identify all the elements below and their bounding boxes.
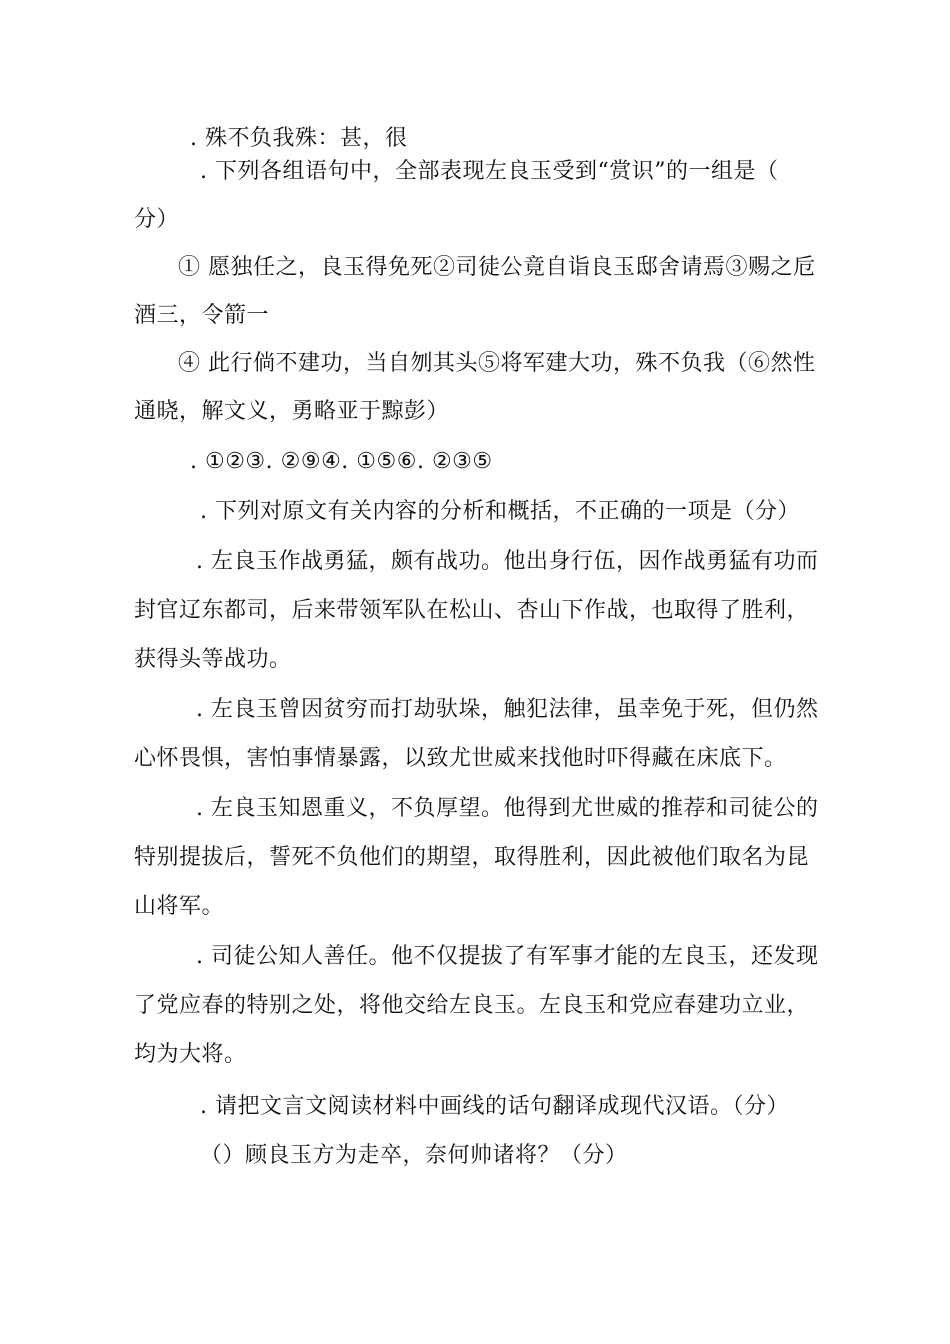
text-line: 山将军。 (134, 894, 225, 919)
text-line: 通晓，解文义，勇略亚于黥彭） (134, 399, 450, 424)
text-line: 酒三，令箭一 (134, 303, 270, 328)
text-line: 获得头等战功。 (134, 647, 292, 672)
answer-choices: . ①②③. ②⑨④. ①⑤⑥. ②③⑤ (190, 449, 493, 474)
question-stem: . 请把文言文阅读材料中画线的话句翻译成现代汉语。（分） (200, 1094, 789, 1119)
text-line: 分） (134, 207, 180, 232)
question-stem: . 下列对原文有关内容的分析和概括，不正确的一项是（分） (200, 499, 800, 524)
text-line: 特别提拔后，誓死不负他们的期望，取得胜利，因此被他们取名为昆 (134, 845, 810, 870)
text-line: 均为大将。 (134, 1042, 247, 1067)
question-stem: . 下列各组语句中，全部表现左良玉受到“赏识”的一组是（ (200, 159, 779, 184)
option-d: . 司徒公知人善任。他不仅提拔了有军事才能的左良玉，还发现 (196, 944, 819, 969)
text-line: 心怀畏惧，害怕事情暴露，以致尤世威来找他时吓得藏在床底下。 (134, 746, 787, 771)
text-line: 了党应春的特别之处，将他交给左良玉。左良玉和党应春建功立业， (134, 993, 810, 1018)
option-text: ④ 此行倘不建功，当自刎其头⑤将军建大功，殊不负我（⑥然性 (178, 351, 816, 376)
sub-question: （）顾良玉方为走卒，奈何帅诸将？（分） (200, 1143, 628, 1168)
text-line: 封官辽东都司，后来带领军队在松山、杏山下作战，也取得了胜利， (134, 598, 810, 623)
option-a: . 左良玉作战勇猛，颇有战功。他出身行伍，因作战勇猛有功而 (196, 549, 819, 574)
option-b: . 左良玉曾因贫穷而打劫驮垛，触犯法律，虽幸免于死，但仍然 (196, 697, 819, 722)
option-c: . 左良玉知恩重义，不负厚望。他得到尤世威的推荐和司徒公的 (196, 796, 819, 821)
option-text: ① 愿独任之，良玉得免死②司徒公竟自诣良玉邸舍请焉③赐之卮 (178, 255, 816, 280)
text-line: . 殊不负我殊：甚，很 (190, 126, 408, 151)
